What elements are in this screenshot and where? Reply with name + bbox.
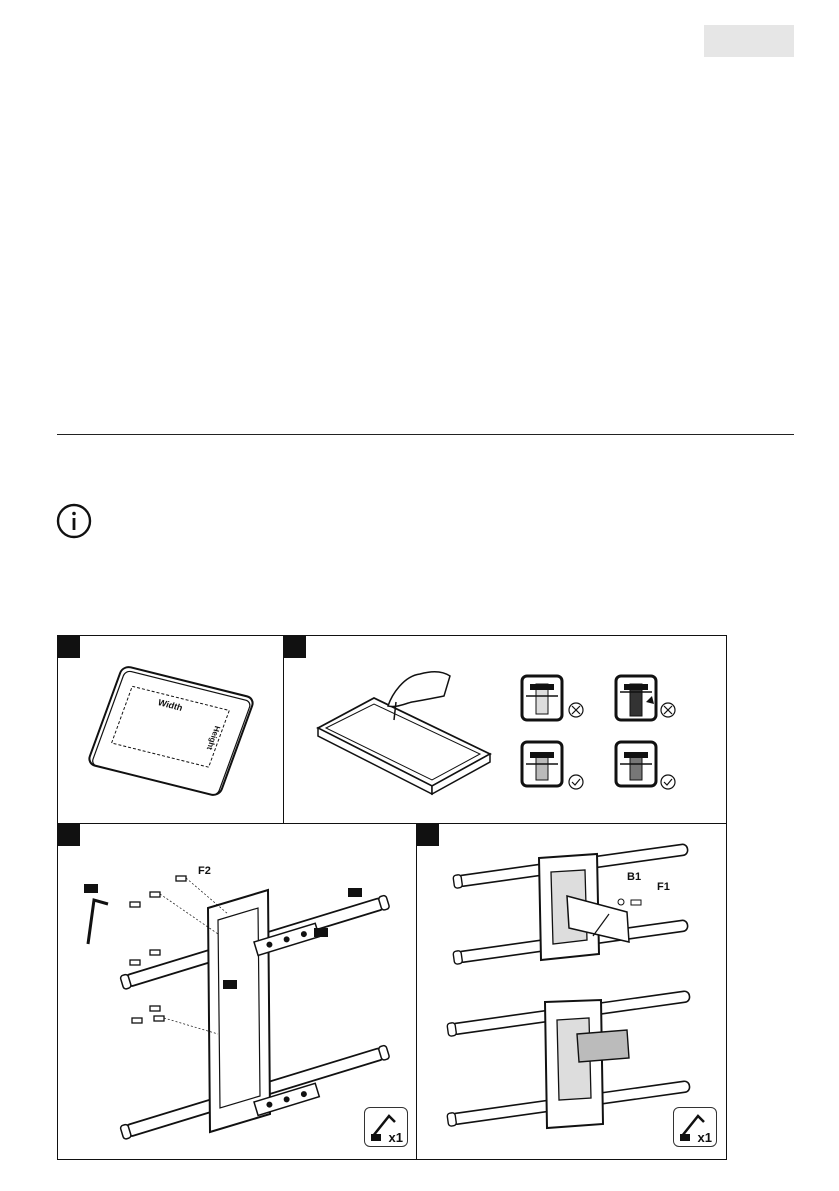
screw-check-illustration xyxy=(284,636,726,824)
part-badge xyxy=(314,928,328,937)
width-label: Width xyxy=(156,697,185,713)
step-panel-mount-assembly xyxy=(417,824,726,1159)
part-label-f2: F2 xyxy=(198,865,211,877)
check-circle-icon xyxy=(661,775,675,789)
tool-requirement-box xyxy=(673,1107,717,1147)
tool-requirement-box xyxy=(364,1107,408,1147)
step-panel-screw-check xyxy=(284,636,726,824)
part-label-b1: B1 xyxy=(627,871,642,883)
tv-measure-illustration xyxy=(58,636,284,824)
screw-correct-1 xyxy=(522,742,562,786)
rail-assembly-illustration xyxy=(58,824,417,1159)
tool-count: x1 xyxy=(697,1130,712,1145)
cross-circle-icon xyxy=(569,703,583,717)
height-label: Height xyxy=(204,725,223,751)
step-panel-measure xyxy=(58,636,284,824)
instruction-panels xyxy=(57,635,727,1160)
cross-circle-icon xyxy=(661,703,675,717)
section-divider xyxy=(57,434,794,435)
part-badge xyxy=(223,980,237,989)
hex-key-icon xyxy=(88,900,108,944)
screw-wrong-1 xyxy=(522,676,562,720)
tool-count: x1 xyxy=(388,1130,403,1145)
step-panel-attach-rails xyxy=(58,824,417,1159)
info-icon xyxy=(55,502,93,540)
part-badge xyxy=(84,884,98,893)
screw-correct-2 xyxy=(616,742,656,786)
part-badge xyxy=(348,888,362,897)
language-tab xyxy=(704,25,794,57)
part-label-f1: F1 xyxy=(657,881,670,893)
screw-wrong-2 xyxy=(616,676,656,720)
check-circle-icon xyxy=(569,775,583,789)
